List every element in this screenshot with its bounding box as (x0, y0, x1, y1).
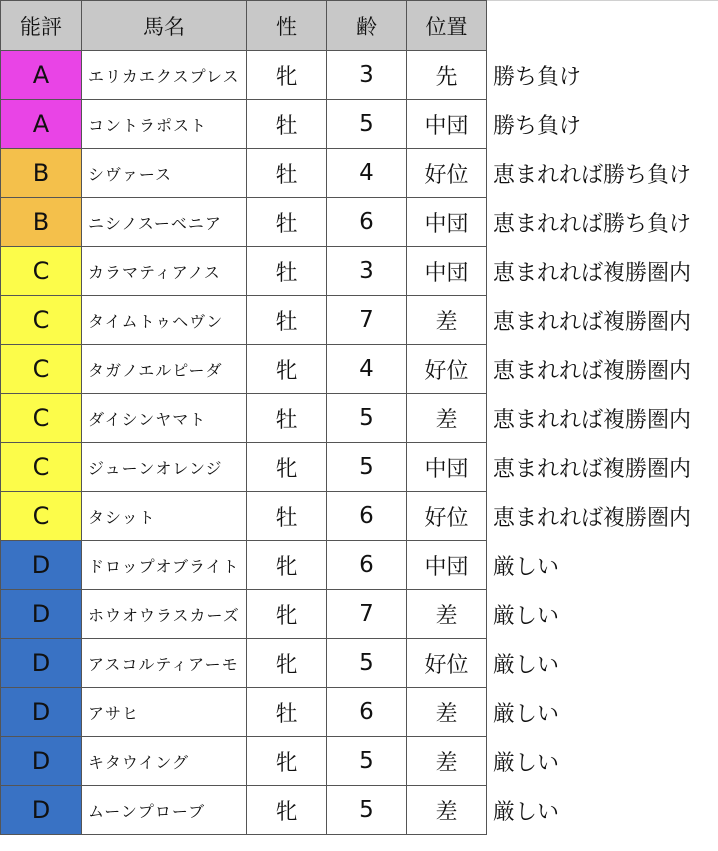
horse-name-cell: ムーンプローブ (82, 786, 247, 835)
table-row (1, 296, 718, 345)
sex-cell: 牡 (247, 492, 327, 541)
sex-cell: 牡 (247, 247, 327, 296)
sex-cell: 牝 (247, 639, 327, 688)
comment-cell: 恵まれれば勝ち負け (487, 149, 718, 198)
table-row (1, 590, 718, 639)
comment-cell: 恵まれれば複勝圏内 (487, 394, 718, 443)
table-body (1, 51, 718, 835)
table-row (1, 100, 718, 149)
sex-cell: 牡 (247, 198, 327, 247)
rank-cell: A (1, 100, 82, 149)
table-row (1, 51, 718, 100)
age-cell: 5 (327, 639, 407, 688)
table-row (1, 541, 718, 590)
table-row (1, 639, 718, 688)
position-cell: 中団 (407, 198, 487, 247)
header-name: 馬名 (82, 1, 247, 51)
horse-name-cell: タイムトゥヘヴン (82, 296, 247, 345)
sex-cell: 牝 (247, 786, 327, 835)
rank-cell: D (1, 639, 82, 688)
horse-name-cell: キタウイング (82, 737, 247, 786)
rank-cell: D (1, 590, 82, 639)
horse-name-cell: カラマティアノス (82, 247, 247, 296)
position-cell: 中団 (407, 541, 487, 590)
table-row (1, 443, 718, 492)
position-cell: 差 (407, 786, 487, 835)
horse-name-cell: コントラポスト (82, 100, 247, 149)
age-cell: 7 (327, 296, 407, 345)
horse-name-cell: ニシノスーベニア (82, 198, 247, 247)
table-row (1, 149, 718, 198)
sex-cell: 牡 (247, 100, 327, 149)
rank-cell: D (1, 737, 82, 786)
age-cell: 4 (327, 345, 407, 394)
header-sex: 性 (247, 1, 327, 51)
position-cell: 好位 (407, 149, 487, 198)
horse-name-cell: ドロップオブライト (82, 541, 247, 590)
sex-cell: 牝 (247, 737, 327, 786)
age-cell: 5 (327, 394, 407, 443)
header-row (1, 1, 718, 51)
rank-cell: A (1, 51, 82, 100)
position-cell: 先 (407, 51, 487, 100)
age-cell: 6 (327, 198, 407, 247)
sex-cell: 牝 (247, 590, 327, 639)
rank-cell: C (1, 394, 82, 443)
sex-cell: 牝 (247, 51, 327, 100)
table-row (1, 394, 718, 443)
rank-cell: D (1, 688, 82, 737)
header-blank (487, 1, 718, 51)
horse-name-cell: タガノエルピーダ (82, 345, 247, 394)
age-cell: 5 (327, 737, 407, 786)
sex-cell: 牡 (247, 394, 327, 443)
age-cell: 4 (327, 149, 407, 198)
rank-cell: C (1, 247, 82, 296)
position-cell: 差 (407, 394, 487, 443)
table-row (1, 786, 718, 835)
table-row (1, 737, 718, 786)
rank-cell: D (1, 786, 82, 835)
position-cell: 差 (407, 737, 487, 786)
table-row (1, 247, 718, 296)
rank-cell: B (1, 198, 82, 247)
age-cell: 3 (327, 247, 407, 296)
header-rank: 能評 (1, 1, 82, 51)
age-cell: 3 (327, 51, 407, 100)
comment-cell: 恵まれれば複勝圏内 (487, 345, 718, 394)
position-cell: 中団 (407, 443, 487, 492)
position-cell: 差 (407, 688, 487, 737)
rank-cell: B (1, 149, 82, 198)
comment-cell: 厳しい (487, 639, 718, 688)
horse-name-cell: シヴァース (82, 149, 247, 198)
comment-cell: 厳しい (487, 786, 718, 835)
age-cell: 5 (327, 786, 407, 835)
comment-cell: 恵まれれば複勝圏内 (487, 296, 718, 345)
comment-cell: 厳しい (487, 590, 718, 639)
comment-cell: 厳しい (487, 737, 718, 786)
comment-cell: 恵まれれば複勝圏内 (487, 492, 718, 541)
age-cell: 5 (327, 443, 407, 492)
table-row (1, 492, 718, 541)
age-cell: 5 (327, 100, 407, 149)
header-age: 齢 (327, 1, 407, 51)
sex-cell: 牡 (247, 296, 327, 345)
horse-name-cell: ホウオウラスカーズ (82, 590, 247, 639)
horse-name-cell: アサヒ (82, 688, 247, 737)
comment-cell: 厳しい (487, 688, 718, 737)
header-position: 位置 (407, 1, 487, 51)
comment-cell: 勝ち負け (487, 100, 718, 149)
age-cell: 6 (327, 492, 407, 541)
rank-cell: C (1, 345, 82, 394)
rank-cell: D (1, 541, 82, 590)
age-cell: 7 (327, 590, 407, 639)
rank-cell: C (1, 443, 82, 492)
comment-cell: 勝ち負け (487, 51, 718, 100)
horse-name-cell: ダイシンヤマト (82, 394, 247, 443)
rank-cell: C (1, 492, 82, 541)
sex-cell: 牝 (247, 345, 327, 394)
position-cell: 好位 (407, 492, 487, 541)
table-row (1, 198, 718, 247)
sex-cell: 牡 (247, 688, 327, 737)
age-cell: 6 (327, 541, 407, 590)
horse-name-cell: エリカエクスプレス (82, 51, 247, 100)
sex-cell: 牡 (247, 149, 327, 198)
position-cell: 好位 (407, 345, 487, 394)
position-cell: 中団 (407, 100, 487, 149)
horse-name-cell: アスコルティアーモ (82, 639, 247, 688)
comment-cell: 恵まれれば複勝圏内 (487, 247, 718, 296)
table-row (1, 688, 718, 737)
table-header (1, 1, 718, 51)
position-cell: 好位 (407, 639, 487, 688)
age-cell: 6 (327, 688, 407, 737)
sex-cell: 牝 (247, 443, 327, 492)
position-cell: 中団 (407, 247, 487, 296)
comment-cell: 恵まれれば複勝圏内 (487, 443, 718, 492)
position-cell: 差 (407, 296, 487, 345)
horse-name-cell: タシット (82, 492, 247, 541)
position-cell: 差 (407, 590, 487, 639)
rank-cell: C (1, 296, 82, 345)
horse-name-cell: ジューンオレンジ (82, 443, 247, 492)
comment-cell: 恵まれれば勝ち負け (487, 198, 718, 247)
comment-cell: 厳しい (487, 541, 718, 590)
table-row (1, 345, 718, 394)
sex-cell: 牝 (247, 541, 327, 590)
